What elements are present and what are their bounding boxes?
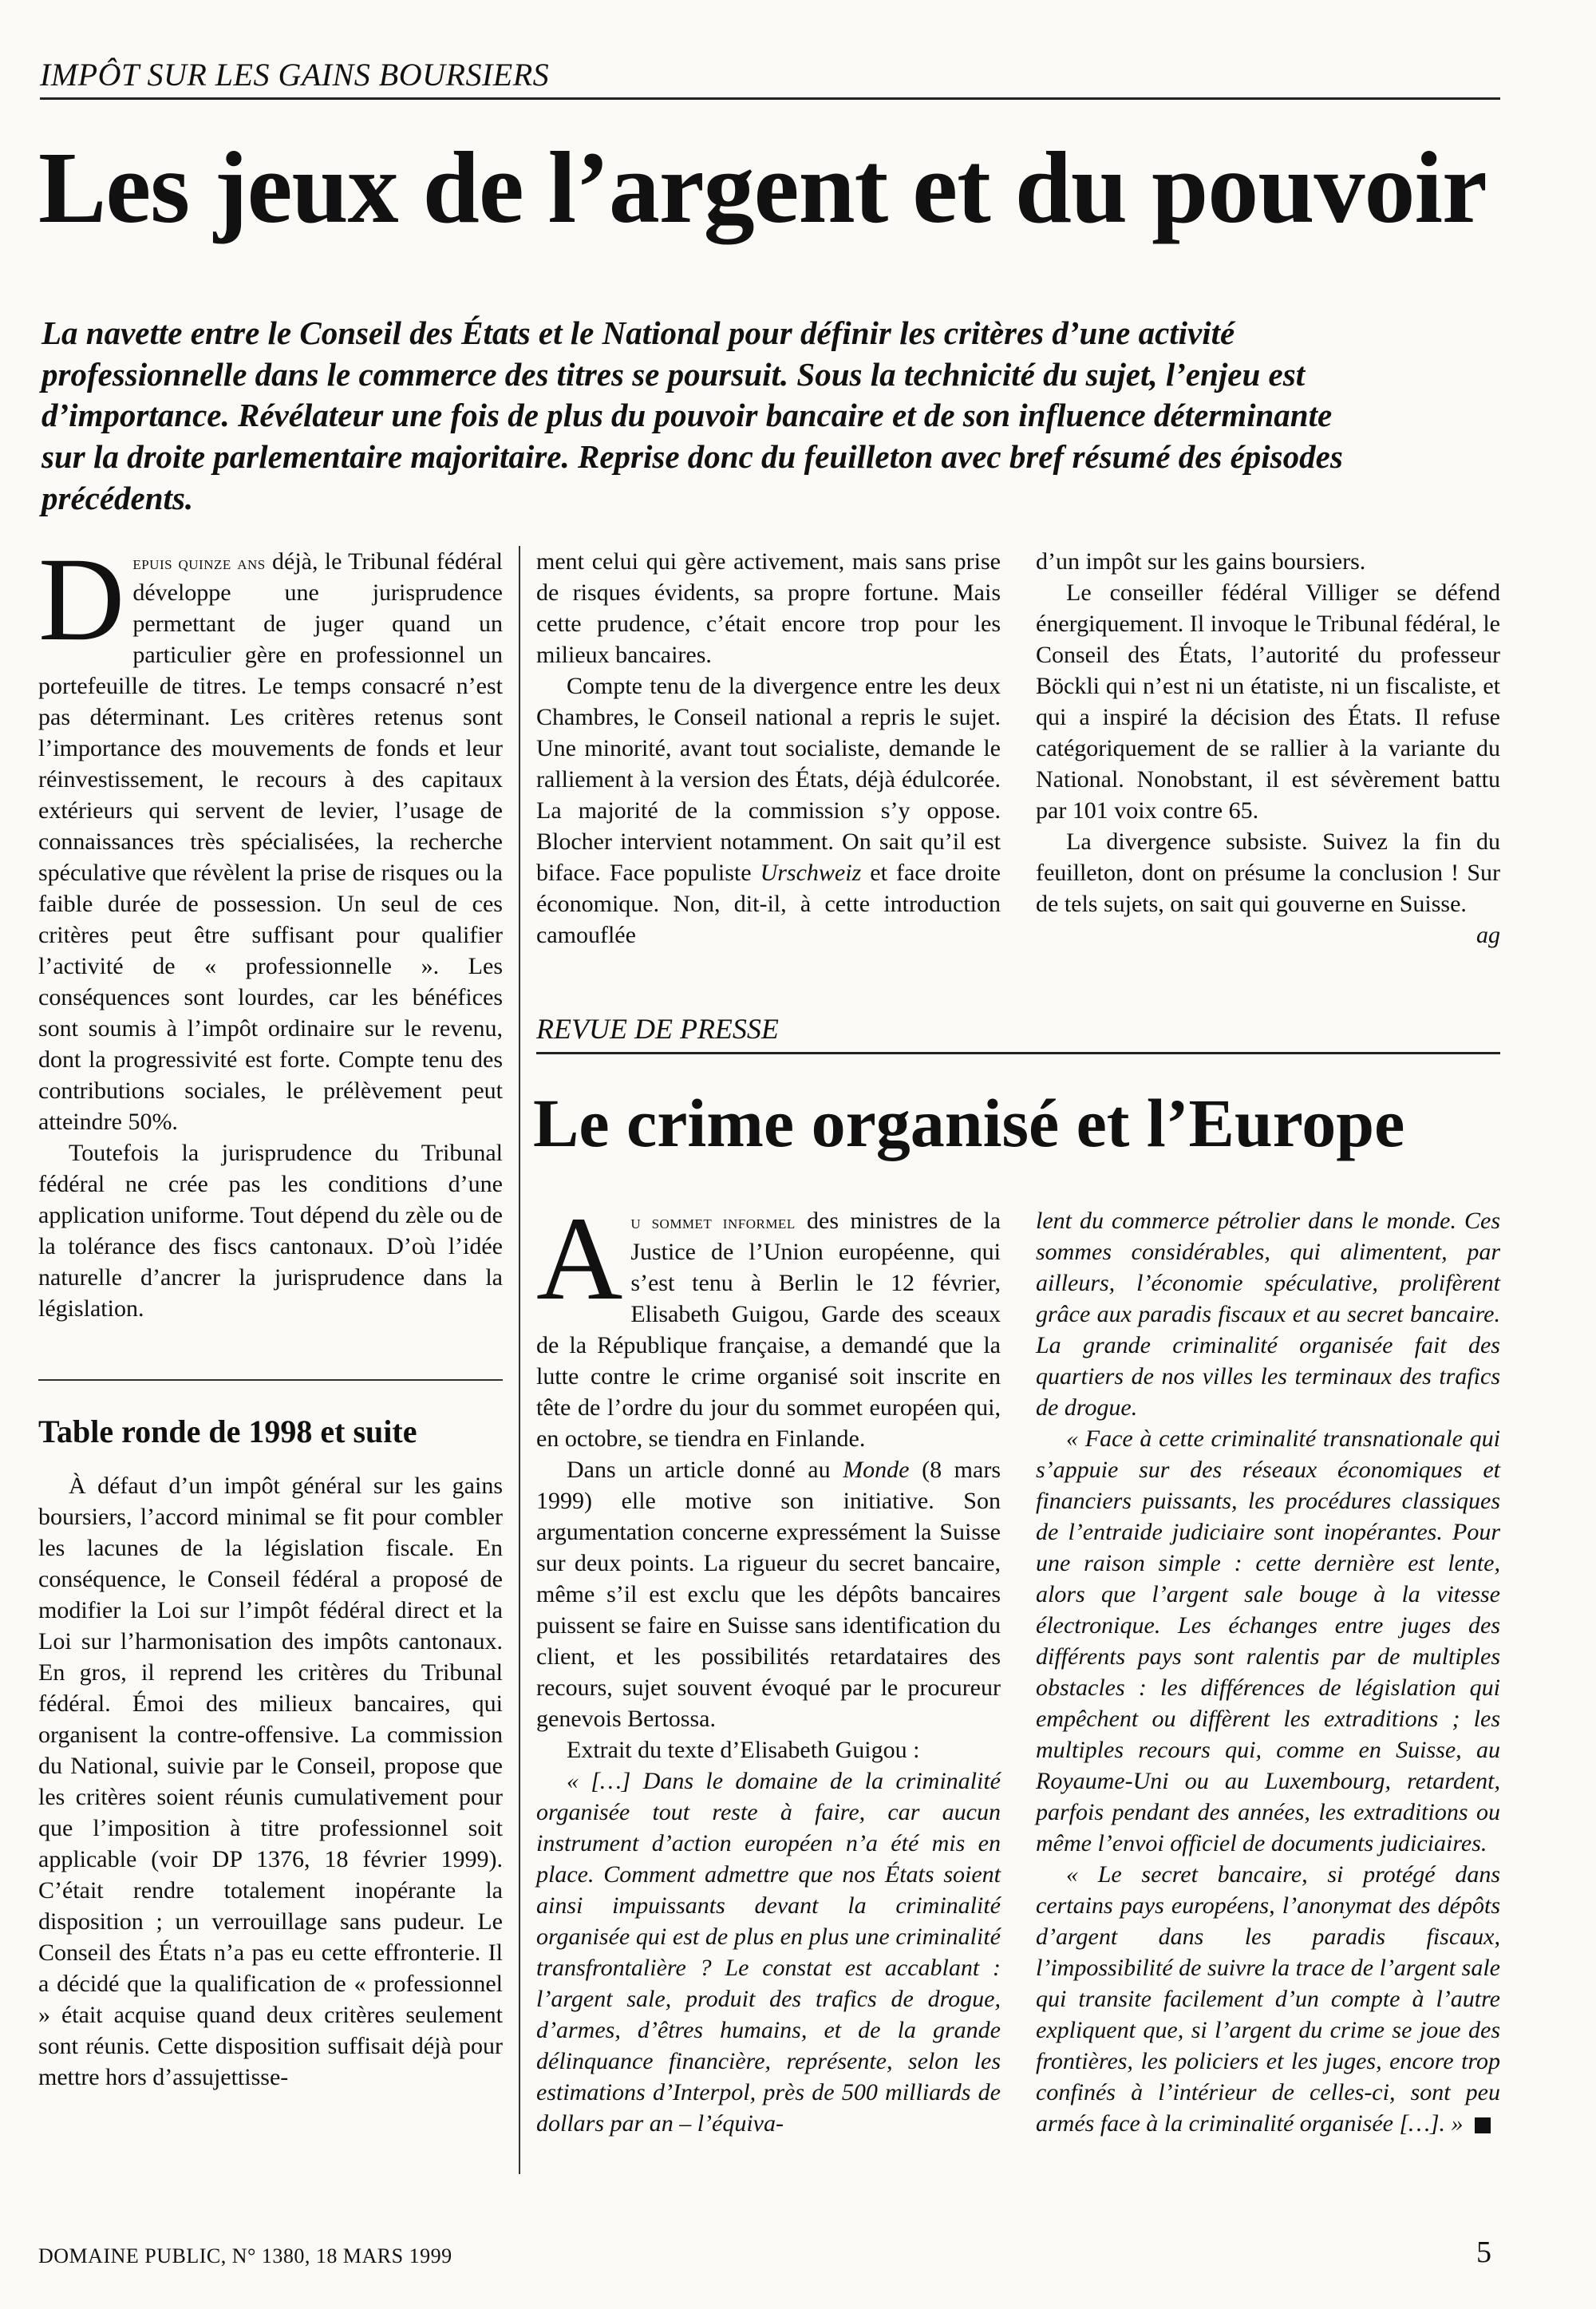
section-kicker-2: REVUE DE PRESSE (536, 1013, 779, 1045)
drop-cap-2: A (536, 1192, 623, 1325)
article2-paragraph-2: Dans un article donné au Monde (8 mars 1999) elle motive son initiative. Son argumentation concerne expressément la Suisse sur deux points. La rigueur du secret bancaire, même s’il est exclu que les dépôts bancaires puissent se faire en Suisse sans identification du client, et les possibilités retardataires des recours, sujet souvent évoqué par le procureur genevois Bertossa. (536, 1457, 1001, 1732)
article2-quote-4: « Le secret bancaire, si protégé dans certains pays européens, l’anonymat des dépôts d’argent dans les paradis fiscaux, l’impossibilité de suivre la trace de l’argent sale qui transite facilement d’un compte à l’autre expliquent que, si l’argent du crime se joue des frontières, les policiers et les juges, encore trop confinés à l’intérieur de celles-ci, sont peu armés face à la criminalité organisée […]. » (1036, 1861, 1500, 2137)
headline: Les jeux de l’argent et du pouvoir (38, 131, 1487, 244)
article2-column-2 (1036, 1205, 1500, 2139)
article1-column-3 (1036, 546, 1500, 951)
article1-column-1 (38, 533, 503, 1324)
publication-footer: DOMAINE PUBLIC, N° 1380, 18 MARS 1999 (38, 2244, 452, 2267)
top-rule (40, 97, 1500, 100)
column-divider (519, 546, 520, 2174)
page-number: 5 (1476, 2236, 1491, 2269)
article1-paragraph-6: d’un impôt sur les gains boursiers. (1036, 548, 1366, 575)
article1-paragraph-3: À défaut d’un impôt général sur les gains boursiers, l’accord minimal se fit pour combler les lacunes de la législation fiscale. En conséquence, le Conseil fédéral a proposé de modifier la Loi sur l’impôt fédéral direct et la Loi sur l’harmonisation des impôts cantonaux. En gros, il reprend les critères du Tribunal fédéral. Émoi des milieux bancaires, qui organisent la contre-offensive. La commission du National, suivie par le Conseil, propose que les critères soient réunis cumulativement pour que l’imposition à titre professionnel soit applicable (voir DP 1376, 18 février 1999). C’était rendre totalement inopérante la disposition ; un verrouillage sans pudeur. Le Conseil des États n’a pas eu cette effronterie. Il a décidé que la qualification de « professionnel » était acquise quand deux critères seulement sont réunis. Cette disposition suffisait déjà pour mettre hors d’assujettisse- (38, 1473, 503, 2090)
section-kicker: IMPÔT SUR LES GAINS BOURSIERS (40, 57, 550, 93)
lead-in-smallcaps-2: u sommet informel (630, 1212, 796, 1233)
article2-paragraph-1: Au sommet informel des ministres de la Justice de l’Union européenne, qui s’est tenu à Berlin le 12 février, Elisabeth Guigou, Garde des sceaux de la République française, a demandé que la lutte contre le crime organisé soit inscrite en tête de l’ordre du jour du sommet européen qui, en octobre, se tiendra en Finlande. (536, 1192, 1001, 1452)
article2-column-1 (536, 1192, 1001, 2139)
article1-paragraph-4: ment celui qui gère activement, mais sans prise de risques évidents, sa propre fortune. Mais cette prudence, c’était encore trop pour les milieux bancaires. (536, 548, 1001, 668)
end-mark (1475, 2117, 1491, 2133)
article1-paragraph-2: Toutefois la jurisprudence du Tribunal fédéral ne crée pas les conditions d’une application uniforme. Tout dépend du zèle ou de la tolérance des fiscs cantonaux. D’où l’idée naturelle d’ancrer la jurisprudence dans la législation. (38, 1140, 503, 1322)
drop-cap: D (38, 533, 125, 666)
lead-in-smallcaps: epuis quinze ans (132, 552, 266, 574)
article1-paragraph-8: La divergence subsiste. Suivez la fin du feuilleton, dont on présume la conclusion ! Sur de tels sujets, on sait qui gouverne en Suisse. ag (1036, 826, 1500, 919)
mid-rule (536, 1052, 1500, 1054)
lede-paragraph: La navette entre le Conseil des États et le National pour définir les critères d’une activité professionnelle dans le commerce des titres se poursuit. Sous la technicité du sujet, l’enjeu est d’importance. Révélateur une fois de plus du pouvoir bancaire et de son influence déterminante sur la droite parlementaire majoritaire. Reprise donc du feuilleton avec bref résumé des épisodes précédents. (41, 314, 1343, 516)
subheading: Table ronde de 1998 et suite (38, 1413, 417, 1449)
article2-quote-2: lent du commerce pétrolier dans le monde. Ces sommes considérables, qui alimentent, par ailleurs, l’économie spéculative, prolifèrent grâce aux paradis fiscaux et au secret bancaire. La grande criminalité organisée fait des quartiers de nos villes les terminaux des trafics de drogue. (1036, 1208, 1500, 1421)
article1-paragraph-7: Le conseiller fédéral Villiger se défend énergiquement. Il invoque le Tribunal fédéral, le Conseil des États, l’autorité du professeur Böckli qui n’est ni un étatiste, ni un fiscaliste, et qui a inspiré la décision des États. Il refuse catégoriquement de se rallier à la variante du National. Nonobstant, il est sévèrement battu par 101 voix contre 65. (1036, 579, 1500, 824)
article2-quote-3: « Face à cette criminalité transnationale qui s’appuie sur des réseaux économiques et financiers puissants, les procédures classiques de l’entraide judiciaire sont inopérantes. Pour une raison simple : cette dernière est lente, alors que l’argent sale bouge à la vitesse électronique. Les échanges entre juges des différents pays sont ralentis par de multiples obstacles : les différences de législation qui empêchent ou diffèrent les extraditions ; les multiples recours qui, comme en Suisse, au Royaume-Uni ou au Luxembourg, retardent, parfois pendant des années, les extraditions ou même l’envoi officiel de documents judiciaires. (1036, 1425, 1500, 1856)
article1-column-2 (536, 546, 1001, 951)
headline-2: Le crime organisé et l’Europe (533, 1085, 1405, 1161)
article2-paragraph-3: Extrait du texte d’Elisabeth Guigou : (567, 1737, 920, 1763)
article1-paragraph-1: Depuis quinze ans déjà, le Tribunal fédéral développe une jurisprudence permettant de juger quand un particulier gère en professionnel un portefeuille de titres. Le temps consacré n’est pas déterminant. Les critères retenus sont l’importance des mouvements de fonds et leur réinvestissement, le recours à des capitaux extérieurs qui servent de levier, l’usage de connaissances très spécialisées, la recherche spéculative que révèlent la prise de risques ou la faible durée de possession. Un seul de ces critères peut être suffisant pour qualifier l’activité de « professionnelle ». Les conséquences sont lourdes, car les bénéfices sont soumis à l’impôt ordinaire sur le revenu, dont la progressivité est forte. Compte tenu des contributions sociales, le prélèvement peut atteindre 50%. (38, 533, 503, 1135)
article1-paragraph-5: Compte tenu de la divergence entre les deux Chambres, le Conseil national a repris le sujet. Une minorité, avant tout socialiste, demande le ralliement à la version des États, déjà édulcorée. La majorité de la commission s’y oppose. Blocher intervient notamment. On sait qu’il est biface. Face populiste Urschweiz et face droite économique. Non, dit-il, à cette introduction camouflée (536, 673, 1001, 948)
article1-column-1-continued (38, 1470, 503, 2093)
subhead-rule (38, 1379, 503, 1381)
article2-quote-1: « […] Dans le domaine de la criminalité organisée tout reste à faire, car aucun instrument d’action européen n’a été mis en place. Comment admettre que nos États soient ainsi impuissants devant la criminalité organisée qui est de plus en plus une criminalité transfrontalière ? Le constat est accablant : l’argent sale, produit des trafics de drogue, d’armes, d’êtres humains, et de la grande délinquance financière, représente, selon les estimations d’Interpol, près de 500 milliards de dollars par an – l’équiva- (536, 1768, 1001, 2137)
author-signature: ag (1476, 922, 1500, 948)
